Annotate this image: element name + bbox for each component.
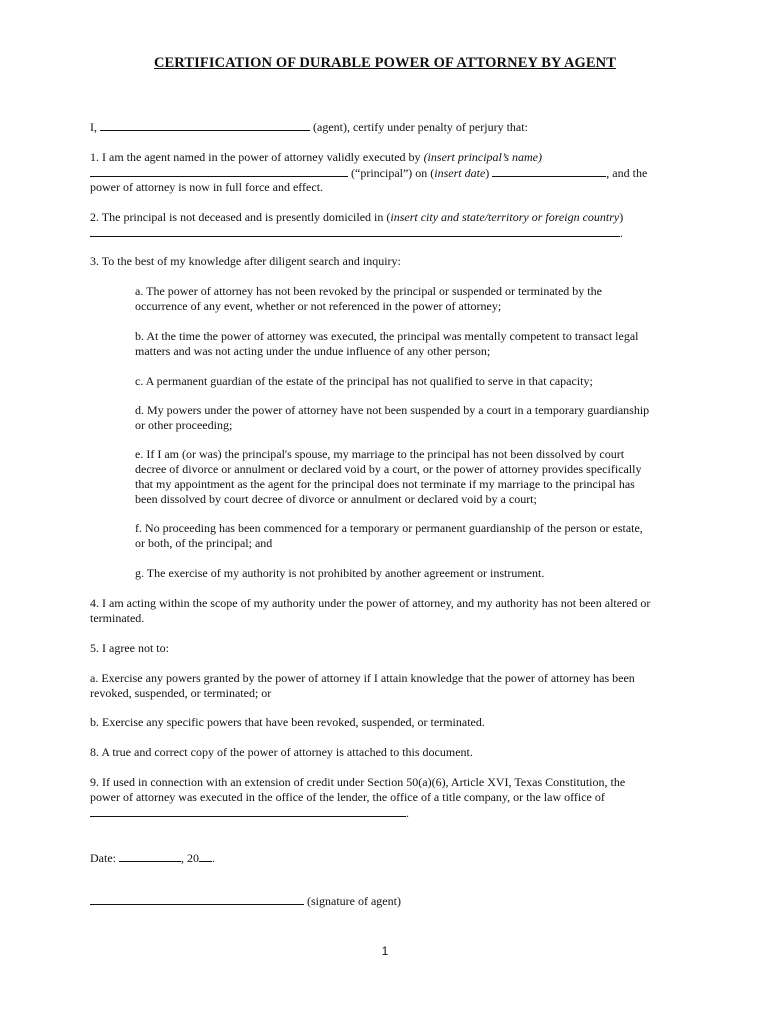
item5b-line1: b. Exercise any specific powers that have been revoked, suspended, or terminated.	[90, 715, 485, 729]
item9-line2: power of attorney was executed in the office of the lender, the office of a title company, or the law office of	[90, 790, 605, 804]
signature-blank[interactable]	[90, 893, 304, 905]
date-year-prefix: , 20	[181, 851, 199, 865]
signature-line	[90, 893, 401, 909]
agent-name-blank[interactable]	[100, 119, 310, 131]
item8-line: 8. A true and correct copy of the power of attorney is attached to this document.	[90, 745, 473, 759]
item3b-line1: b. At the time the power of attorney was executed, the principal was mentally competent to transact legal	[135, 329, 639, 343]
item2-line2	[90, 225, 623, 241]
item5a-line1: a. Exercise any powers granted by the power of attorney if I attain knowledge that the power of attorney has been	[90, 671, 635, 685]
execution-date-blank[interactable]	[492, 165, 606, 177]
document-title: CERTIFICATION OF DURABLE POWER OF ATTORNEY BY AGENT	[153, 55, 617, 71]
item3a-line1: a. The power of attorney has not been revoked by the principal or suspended or terminated by the	[135, 284, 602, 298]
item1-and-the: , and the	[606, 166, 648, 180]
item3d-line2: or other proceeding;	[135, 418, 233, 432]
date-year-blank[interactable]	[199, 850, 212, 862]
item3b-line2: matters and was not acting under the undue influence of any other person;	[135, 344, 491, 358]
item3d-line1: d. My powers under the power of attorney have not been suspended by a court in a temporary guardianship	[135, 403, 650, 417]
intro-suffix: (agent), certify under penalty of perjury that:	[313, 120, 528, 134]
domicile-blank[interactable]	[90, 225, 620, 237]
item3e-line4: been dissolved by court decree of divorce or annulment or declared void by a court;	[135, 492, 537, 506]
item1-close-paren: )	[485, 166, 490, 180]
item3-heading: 3. To the best of my knowledge after diligent search and inquiry:	[90, 254, 401, 268]
item4-line1: 4. I am acting within the scope of my authority under the power of attorney, and my authority has not been altered or	[90, 596, 651, 610]
item1-date-hint: insert date	[434, 166, 486, 180]
item2-text: 2. The principal is not deceased and is presently domiciled in (	[90, 210, 391, 224]
item9-line3	[90, 805, 409, 821]
item3e-line3: that my appointment as the agent for the principal does not terminate if my marriage to the principal has	[135, 477, 635, 491]
item3e-line1: e. If I am (or was) the principal's spouse, my marriage to the principal has not been dissolved by court	[135, 447, 625, 461]
item1-principal-hint: (insert principal’s name)	[423, 150, 542, 164]
item3a-line2: occurrence of any event, whether or not referenced in the power of attorney;	[135, 299, 502, 313]
principal-name-blank[interactable]	[90, 165, 348, 177]
date-line	[90, 850, 215, 866]
date-day-blank[interactable]	[119, 850, 181, 862]
item3e-line2: decree of divorce or annulment or declared void by a court, or the power of attorney provides specifically	[135, 462, 642, 476]
page-number: 1	[381, 944, 389, 958]
item5-heading: 5. I agree not to:	[90, 641, 169, 655]
signature-label: (signature of agent)	[307, 894, 401, 908]
item9-period: .	[406, 806, 409, 820]
intro-line	[90, 119, 528, 135]
item1-line2	[90, 165, 647, 181]
item2-line1	[90, 210, 623, 225]
item1-line1	[90, 150, 542, 165]
item2-period: .	[620, 226, 623, 240]
item1-line3: power of attorney is now in full force and effect.	[90, 180, 324, 194]
item5a-line2: revoked, suspended, or terminated; or	[90, 686, 272, 700]
date-period: .	[212, 851, 215, 865]
item3f-line2: or both, of the principal; and	[135, 536, 273, 550]
item4-line2: terminated.	[90, 611, 145, 625]
item2-domicile-hint: insert city and state/territory or foreign country	[390, 210, 620, 224]
item3c-line1: c. A permanent guardian of the estate of the principal has not qualified to serve in that capacity;	[135, 374, 593, 388]
law-office-blank[interactable]	[90, 805, 406, 817]
item1-principal-label: (“principal”) on (	[351, 166, 435, 180]
date-label: Date:	[90, 851, 116, 865]
item2-close-paren: )	[619, 210, 624, 224]
item3g-line1: g. The exercise of my authority is not prohibited by another agreement or instrument.	[135, 566, 545, 580]
item9-line1: 9. If used in connection with an extension of credit under Section 50(a)(6), Article XVI, Texas Constitution, the	[90, 775, 626, 789]
item1-text: 1. I am the agent named in the power of attorney validly executed by	[90, 150, 421, 164]
intro-prefix: I,	[90, 120, 97, 134]
item3f-line1: f. No proceeding has been commenced for a temporary or permanent guardianship of the person or estate,	[135, 521, 643, 535]
